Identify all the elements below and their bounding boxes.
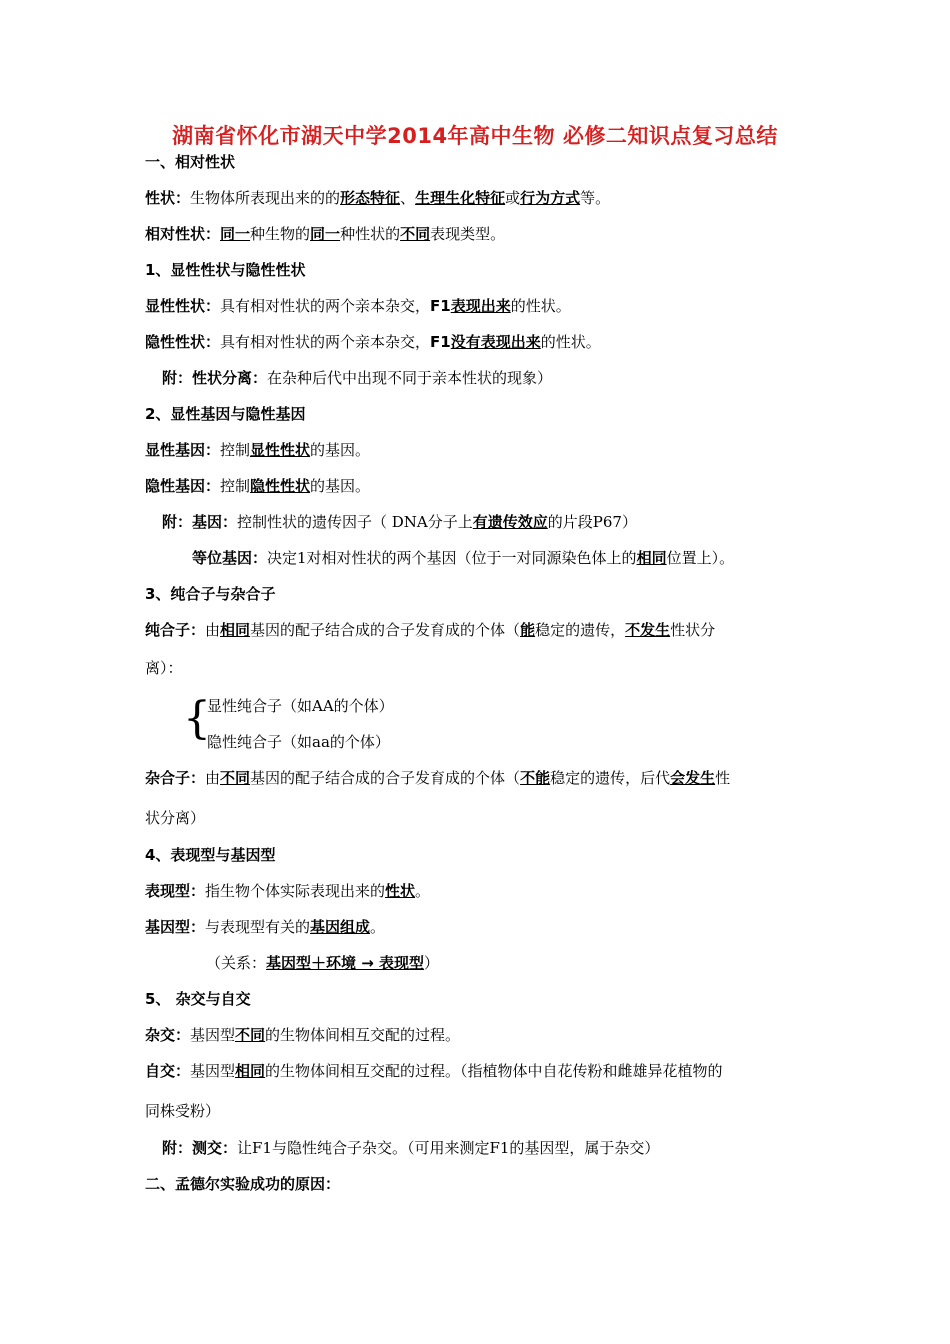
relative-trait-definition: 相对性状：同一种生物的同一种性状的不同表现类型。 [145, 225, 506, 243]
section-heading-2: 二、孟德尔实验成功的原因： [145, 1175, 341, 1193]
genotype-definition: 基因型：与表现型有关的基因组成。 [145, 918, 386, 936]
subheading-2: 2、显性基因与隐性基因 [145, 405, 306, 423]
heterozygote-definition-cont: 状分离） [145, 809, 206, 827]
brace-symbol: { [183, 693, 211, 744]
subheading-1: 1、显性性状与隐性性状 [145, 261, 306, 279]
selfing-definition: 自交：基因型相同的生物体间相互交配的过程。（指植物体中自花传粉和雌雄异花植物的 [145, 1062, 723, 1080]
recessive-trait-definition: 隐性性状：具有相对性状的两个亲本杂交，F1没有表现出来的性状。 [145, 333, 601, 351]
relation-note: （关系：基因型＋环境 → 表现型） [206, 954, 440, 972]
recessive-gene-definition: 隐性基因：控制隐性性状的基因。 [145, 477, 371, 495]
gene-note: 附：基因：控制性状的遗传因子（ DNA分子上有遗传效应的片段P67） [162, 513, 637, 531]
trait-separation-note: 附：性状分离：在杂种后代中出现不同于亲本性状的现象） [162, 369, 553, 387]
dominant-gene-definition: 显性基因：控制显性性状的基因。 [145, 441, 371, 459]
recessive-homozygote-item: 隐性纯合子（如aa的个体） [207, 733, 390, 751]
subheading-4: 4、表现型与基因型 [145, 846, 276, 864]
document-title: 湖南省怀化市湖天中学2014年高中生物 必修二知识点复习总结 [172, 124, 778, 148]
test-cross-note: 附：测交：让F1与隐性纯合子杂交。（可用来测定F1的基因型，属于杂交） [162, 1139, 660, 1157]
heterozygote-definition: 杂合子：由不同基因的配子结合成的合子发育成的个体（不能稳定的遗传，后代会发生性 [145, 769, 731, 787]
subheading-5: 5、 杂交与自交 [145, 990, 251, 1008]
phenotype-definition: 表现型：指生物个体实际表现出来的性状。 [145, 882, 431, 900]
selfing-definition-cont: 同株受粉） [145, 1102, 221, 1120]
homozygote-definition-cont: 离）： [145, 659, 183, 677]
dominant-trait-definition: 显性性状：具有相对性状的两个亲本杂交，F1表现出来的性状。 [145, 297, 571, 315]
trait-definition: 性状：生物体所表现出来的的形态特征、生理生化特征或行为方式等。 [145, 189, 611, 207]
subheading-3: 3、纯合子与杂合子 [145, 585, 276, 603]
homozygote-definition: 纯合子：由相同基因的配子结合成的合子发育成的个体（能稳定的遗传，不发生性状分 [145, 621, 716, 639]
section-heading-1: 一、相对性状 [145, 153, 236, 171]
allele-definition: 等位基因：决定1对相对性状的两个基因（位于一对同源染色体上的相同位置上）。 [192, 549, 735, 567]
cross-definition: 杂交：基因型不同的生物体间相互交配的过程。 [145, 1026, 461, 1044]
dominant-homozygote-item: 显性纯合子（如AA的个体） [207, 697, 394, 715]
